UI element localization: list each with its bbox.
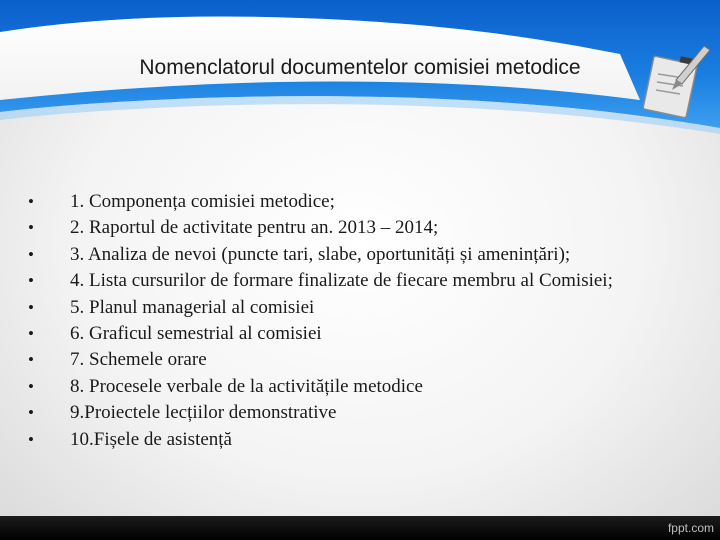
bullet-icon: • <box>28 403 34 423</box>
footer-bar <box>0 516 720 540</box>
list-item-text: 8. Procesele verbale de la activitățile metodice <box>70 375 423 397</box>
list-item <box>28 218 688 238</box>
list-item-text: 6. Graficul semestrial al comisiei <box>70 322 322 344</box>
list-item <box>28 245 688 265</box>
list-item <box>28 403 688 423</box>
list-item-text: 7. Schemele orare <box>70 349 207 371</box>
list-item <box>28 298 688 318</box>
list-item-text: 2. Raportul de activitate pentru an. 2013 – 2014; <box>70 217 439 239</box>
bullet-icon: • <box>28 297 34 317</box>
list-item <box>28 430 688 450</box>
bullet-icon: • <box>28 323 34 343</box>
list-item <box>28 192 688 212</box>
bullet-icon: • <box>28 271 34 291</box>
list-item-text: 1. Componența comisiei metodice; <box>70 191 335 212</box>
list-item <box>28 271 688 291</box>
bullet-icon: • <box>28 350 34 370</box>
slide-title: Nomenclatorul documentelor comisiei metodice <box>139 56 581 79</box>
bullet-icon: • <box>28 192 34 211</box>
list-item-text: 5. Planul managerial al comisiei <box>70 296 315 318</box>
bullet-icon: • <box>28 218 34 238</box>
list-item-text: 3. Analiza de nevoi (puncte tari, slabe, oportunități și amenințări); <box>70 243 571 265</box>
watermark: fppt.com <box>667 521 714 535</box>
list-item-text: 4. Lista cursurilor de formare finalizate de fiecare membru al Comisiei; <box>70 270 613 292</box>
document-list <box>28 192 688 456</box>
bullet-icon: • <box>28 244 34 264</box>
bullet-icon: • <box>28 376 34 396</box>
list-item <box>28 377 688 397</box>
list-item <box>28 324 688 344</box>
list-item <box>28 350 688 370</box>
list-item-text: 10.Fișele de asistență <box>70 428 232 450</box>
clipboard-pencil-icon <box>618 40 714 130</box>
bullet-icon: • <box>28 429 34 449</box>
list-item-text: 9.Proiectele lecțiilor demonstrative <box>70 402 337 424</box>
